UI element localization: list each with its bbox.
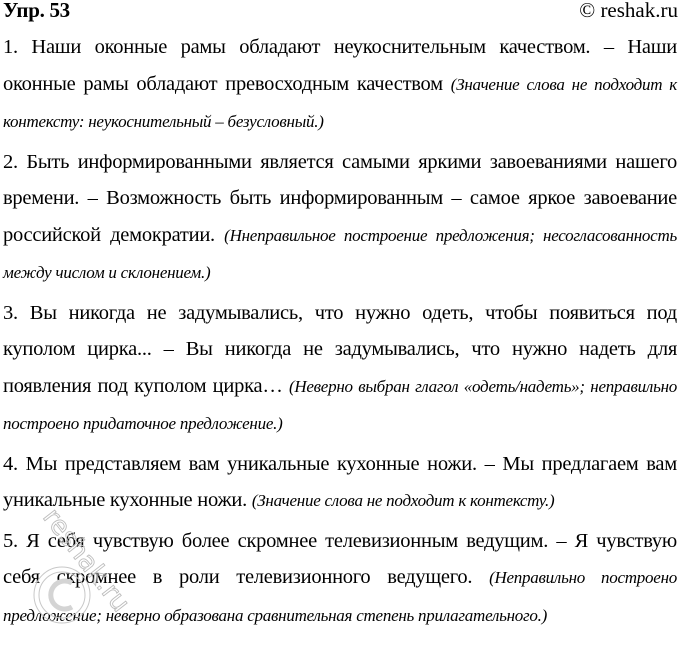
answer-text: 3. Вы никогда не задумывались, что нужно одеть, чтобы появиться под куполом цирка... – Вы никогда не задумывались, что нужно надеть для появления под куполом цирка… <box>3 301 677 397</box>
answer-text: 5. Я себя чувствую более скромнее телевизионным ведущим. – Я чувствую себя скромнее в роли телевизионного ведущего. <box>3 529 677 588</box>
watermark-text: reshak.ru <box>36 502 136 618</box>
answer-item-3 <box>3 295 677 443</box>
answer-item-4 <box>3 446 677 520</box>
exercise-content <box>3 29 677 634</box>
answer-text: 2. Быть информированными является самыми яркими завоеваниями нашего времени. – Возможность быть информированным – самое яркое завоевание российской демократии. <box>3 150 677 246</box>
copyright-label: © reshak.ru <box>579 0 678 22</box>
answer-note: (Ннеправильное построение предложения; несогласованность между числом и склонением.) <box>3 225 677 282</box>
answer-item-2 <box>3 144 677 292</box>
answer-item-1 <box>3 29 677 141</box>
answer-item-5 <box>3 523 677 635</box>
answer-note: (Неправильно построено предложение; неверно образована сравнительная степень прилагательного.) <box>3 568 678 625</box>
answer-text: 1. Наши оконные рамы обладают неукоснительным качеством. – Наши оконные рамы обладают превосходным качеством <box>3 36 677 95</box>
page-header <box>0 0 680 24</box>
answer-text: 4. Мы представляем вам уникальные кухонные ножи. – Мы предлагаем вам уникальные кухонные ножи. <box>3 452 677 511</box>
answer-note: (Неверно выбран глагол «одеть/надеть»; неправильно построено придаточное предложение.) <box>3 376 677 433</box>
answer-note: (Значение слова не подходит к контексту: неукоснительный – безусловный.) <box>3 74 677 131</box>
answer-note: (Значение слова не подходит к контексту.) <box>251 491 555 510</box>
exercise-title: Упр. 53 <box>3 0 70 22</box>
